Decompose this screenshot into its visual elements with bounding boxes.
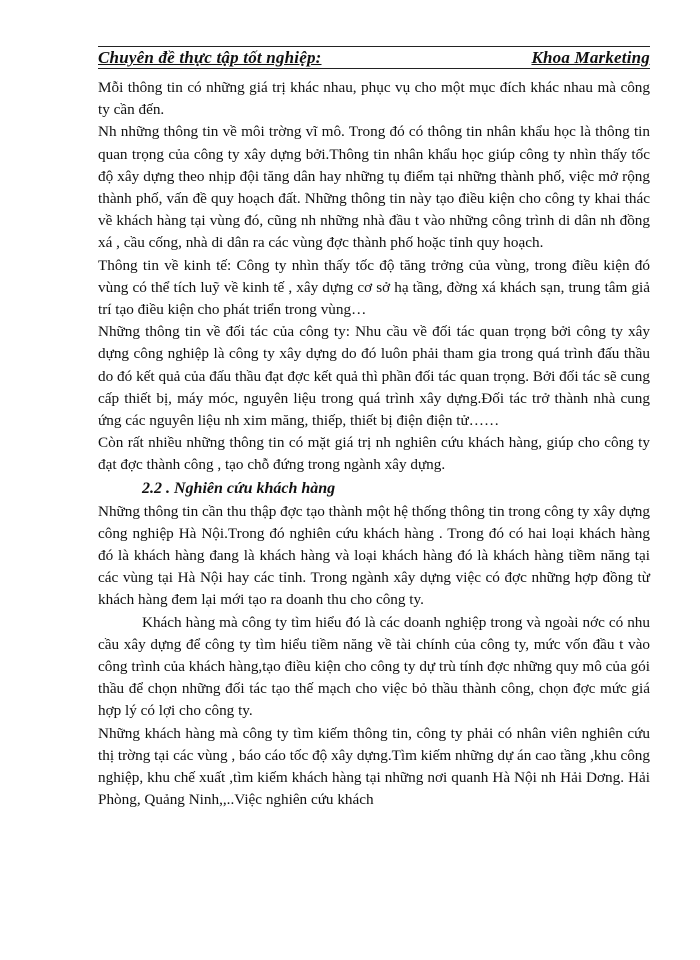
section-title: 2.2 . Nghiên cứu khách hàng [142, 479, 336, 497]
paragraph: Mỗi thông tin có những giá trị khác nhau, phục vụ cho một mục đích khác nhau mà công ty cần đến. [98, 79, 650, 119]
header-bottom-rule [98, 68, 650, 69]
header-document-type: Chuyên đề thực tập tốt nghiệp: [98, 48, 322, 67]
document-body [98, 77, 650, 812]
paragraph: Thông tin về kinh tế: Công ty nhìn thấy tốc độ tăng trởng của vùng, trong điều kiện đó vùng có thể tích luỹ về kinh tế , xây dựng cơ sở hạ tầng, đờng xá khách sạn, trung tâm giả trí tạo điều kiện cho phát triển trong vùng… [98, 256, 650, 319]
page-header [98, 44, 650, 72]
header-top-rule [98, 46, 650, 47]
paragraph: Những thông tin về đối tác của công ty: Nhu cầu về đối tác quan trọng bởi công ty xây dựng công nghiệp là công ty xây dựng do đó luôn phải tham gia trong quá trình đấu thầu do đó kết quả của đấu thầu đạt đợc kết quả thì phần đối tác quan trọng. Bởi đối tác sẽ cung cấp thiết bị, máy móc, nguyên liệu trong quá trình xây dựng.Đối tác trở thành nhà cung ứng các nguyên liệu nh xim măng, thiếp, thiết bị điện điện tử…… [98, 323, 650, 430]
paragraph: Nh những thông tin về môi trờng vĩ mô. Trong đó có thông tin nhân khẩu học là thông tin quan trọng của công ty xây dựng bởi.Thông tin nhân khẩu học giúp công ty nhìn thấy tốc độ xây dựng theo nhịp đội tăng dân hay những tụ điểm tại những thành phố, việc mở rộng thành phố, vấn đề quy hoạch đất. Những thông tin này tạo điều kiện cho công ty khai thác về khách hàng tại vùng đó, cũng nh những nhà đầu t vào những công trình di dân nh đồng xá , cầu cống, nhà di dân ra các vùng đợc thành phố hoặc tỉnh quy hoạch. [98, 123, 650, 252]
paragraph: Những khách hàng mà công ty tìm kiếm thông tin, công ty phải có nhân viên nghiên cứu thị trờng tại các vùng , báo cáo tốc độ xây dựng.Tìm kiếm những dự án cao tầng ,khu công nghiệp, khu chế xuất ,tìm kiếm khách hàng tại những nơi quanh Hà Nội nh Hải Dơng. Hải Phòng, Quảng Ninh,,..Việc nghiên cứu khách [98, 724, 650, 809]
paragraph: Khách hàng mà công ty tìm hiểu đó là các doanh nghiệp trong và ngoài nớc có nhu cầu xây dựng để công ty tìm hiểu tiềm năng về tài chính của công ty, mức vốn đầu t vào công trình của khách hàng,tạo điều kiện cho công ty dự trù tính đợc những quy mô của gói thầu để chọn những đối tác tạo thế mạch cho việc bỏ thầu thành công, chọn đợc mức giá hợp lý có lợi cho công ty. [98, 613, 650, 720]
header-faculty: Khoa Marketing [531, 48, 650, 67]
paragraph: Những thông tin cần thu thập đợc tạo thành một hệ thống thông tin trong công ty xây dựng công nghiệp Hà Nội.Trong đó nghiên cứu khách hàng . Trong đó có hai loại khách hàng đó là khách hàng đang là khách hàng và loại khách hàng đó là khách hàng tiềm năng tại các vùng tại Hà Nội hay các tỉnh. Trong ngành xây dựng việc có đợc những hợp đồng từ khách hàng đem lại mới tạo ra doanh thu cho công ty. [98, 502, 650, 609]
paragraph: Còn rất nhiều những thông tin có mặt giá trị nh nghiên cứu khách hàng, giúp cho công ty đạt đợc thành công , tạo chỗ đứng trong ngành xây dựng. [98, 434, 650, 474]
